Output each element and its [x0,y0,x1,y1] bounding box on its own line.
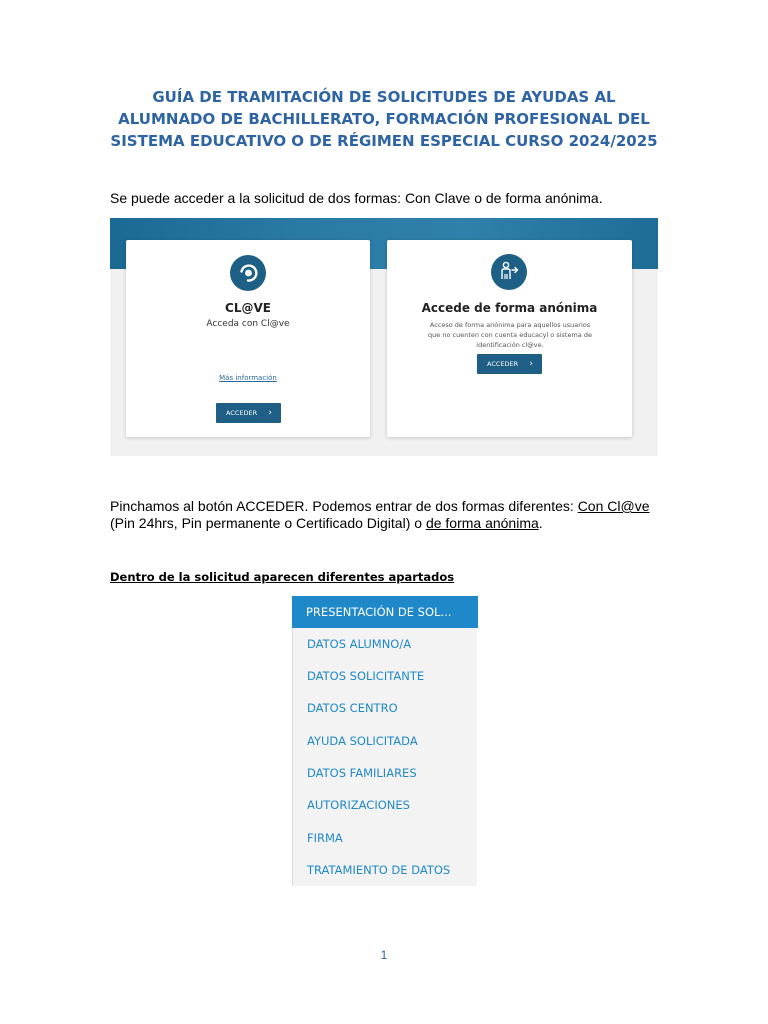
document-title [100,86,668,152]
chevron-right-icon: › [268,408,272,418]
anonymous-title: Accede de forma anónima [421,301,598,315]
menu-item-datos-solicitante[interactable]: DATOS SOLICITANTE [307,669,425,683]
title-line: SISTEMA EDUCATIVO O DE RÉGIMEN ESPECIAL CURSO 2024/2025 [110,132,658,150]
clave-card [126,240,370,437]
anonymous-card [387,240,632,437]
application-sections-menu [292,596,477,886]
title-line: ALUMNADO DE BACHILLERATO, FORMACIÓN PROFESIONAL DEL [118,110,650,128]
clave-link[interactable]: Con Cl@ve [577,498,650,514]
user-arrow-icon [491,254,527,290]
anonymous-link[interactable]: de forma anónima [425,515,539,531]
anonymous-description: Acceso de forma anónima para aquellos usuarios que no cuenten con cuenta educacyl o sistema de identificación cl@ve. [428,321,592,349]
page-number: 1 [380,948,388,962]
chevron-right-icon: › [529,359,533,369]
text: Pinchamos al botón ACCEDER. Podemos entrar de dos formas diferentes: [110,498,578,514]
menu-item-datos-familiares[interactable]: DATOS FAMILIARES [307,766,417,780]
anonymous-acceder-button[interactable] [477,354,542,374]
title-line: GUÍA DE TRAMITACIÓN DE SOLICITUDES DE AYUDAS AL [152,88,616,106]
menu-item-tratamiento-datos[interactable]: TRATAMIENTO DE DATOS [307,863,451,877]
menu-item-firma[interactable]: FIRMA [307,831,343,845]
clave-acceder-button[interactable] [216,403,281,423]
menu-item-ayuda-solicitada[interactable]: AYUDA SOLICITADA [307,734,418,748]
clave-title: CL@VE [225,301,271,315]
text: (Pin 24hrs, Pin permanente o Certificado Digital) o [110,515,426,531]
clave-icon [230,255,266,291]
menu-item-datos-centro[interactable]: DATOS CENTRO [307,701,398,715]
access-options-screenshot [110,218,658,456]
text: . [538,515,543,531]
clave-subtitle: Acceda con Cl@ve [206,319,290,329]
access-paragraph [110,498,670,532]
button-label: ACCEDER [226,409,258,417]
intro-paragraph: Se puede acceder a la solicitud de dos formas: Con Clave o de forma anónima. [110,190,603,206]
menu-item-autorizaciones[interactable]: AUTORIZACIONES [307,798,410,812]
section-heading: Dentro de la solicitud aparecen diferentes apartados [110,570,455,584]
button-label: ACCEDER [487,360,519,368]
menu-item-presentacion[interactable]: PRESENTACIÓN DE SOL... [292,596,478,628]
menu-item-datos-alumno[interactable]: DATOS ALUMNO/A [307,637,412,651]
more-info-link[interactable]: Más información [219,374,277,382]
